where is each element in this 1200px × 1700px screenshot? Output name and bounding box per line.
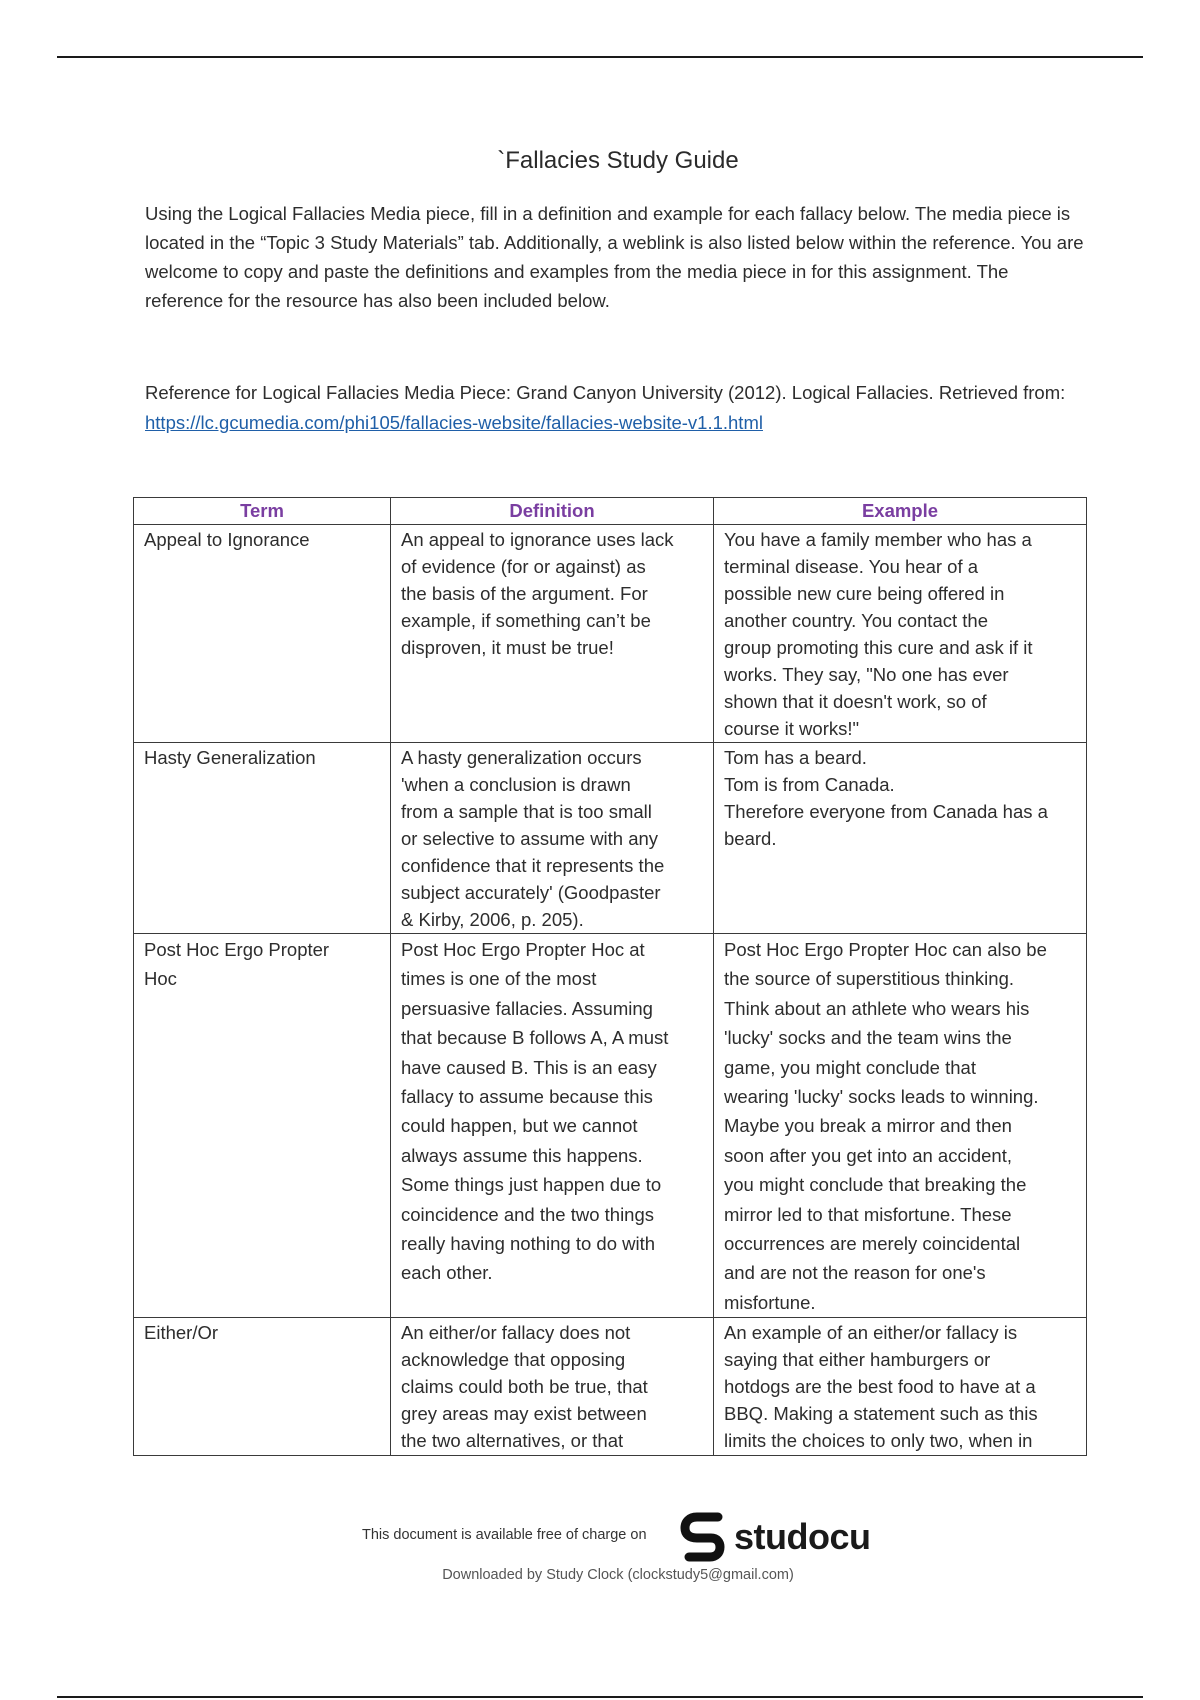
reference-link[interactable]: https://lc.gcumedia.com/phi105/fallacies-website/fallacies-website-v1.1.html (145, 412, 763, 433)
cell-line: Hasty Generalization (144, 747, 316, 768)
cell-line: Some things just happen due to (401, 1174, 662, 1196)
cell-line: really having nothing to do with (401, 1233, 656, 1255)
cell-line: another country. You contact the (724, 610, 988, 631)
cell-line: BBQ. Making a statement such as this (724, 1403, 1038, 1425)
definition-cell (391, 934, 714, 1318)
studocu-logo-icon (680, 1511, 728, 1563)
studocu-brand[interactable] (680, 1511, 871, 1563)
cell-line: & Kirby, 2006, p. 205). (401, 909, 584, 930)
reference-paragraph (145, 378, 1085, 438)
cell-line: soon after you get into an accident, (724, 1144, 1012, 1166)
cell-line: the two alternatives, or that (401, 1430, 624, 1452)
term-cell (134, 934, 391, 1318)
cell-line: course it works!" (724, 718, 860, 739)
cell-line: from a sample that is too small (401, 801, 652, 822)
cell-line: group promoting this cure and ask if it (724, 637, 1033, 658)
term-cell (134, 1318, 391, 1456)
example-cell (714, 525, 1087, 743)
cell-line: occurrences are merely coincidental (724, 1233, 1021, 1255)
term-cell (134, 525, 391, 743)
definition-cell (391, 743, 714, 934)
studocu-wordmark: studocu (734, 1516, 871, 1557)
definition-cell (391, 525, 714, 743)
cell-line: example, if something can’t be (401, 610, 651, 631)
cell-line: game, you might conclude that (724, 1056, 976, 1078)
cell-line: acknowledge that opposing (401, 1349, 626, 1371)
table-header-row (134, 498, 1087, 525)
cell-line: persuasive fallacies. Assuming (401, 997, 653, 1019)
header-definition: Definition (391, 498, 714, 525)
cell-line: fallacy to assume because this (401, 1086, 653, 1108)
cell-line: claims could both be true, that (401, 1376, 648, 1398)
example-cell (714, 743, 1087, 934)
cell-line: coincidence and the two things (401, 1203, 655, 1225)
cell-line: Tom has a beard. (724, 747, 867, 768)
cell-line: grey areas may exist between (401, 1403, 647, 1425)
cell-line: could happen, but we cannot (401, 1115, 638, 1137)
definition-cell (391, 1318, 714, 1456)
fallacies-table (133, 497, 1087, 1456)
cell-line: Hoc (144, 968, 177, 990)
cell-line: Appeal to Ignorance (144, 529, 310, 550)
cell-line: have caused B. This is an easy (401, 1056, 657, 1078)
cell-line: An appeal to ignorance uses lack (401, 529, 674, 550)
cell-line: confidence that it represents the (401, 855, 665, 876)
cell-line: you might conclude that breaking the (724, 1174, 1027, 1196)
cell-line: of evidence (for or against) as (401, 556, 646, 577)
availability-text: This document is available free of charge on (362, 1527, 647, 1543)
table-row (134, 525, 1087, 743)
cell-line: possible new cure being offered in (724, 583, 1005, 604)
cell-line: wearing 'lucky' socks leads to winning. (724, 1086, 1039, 1108)
table-row (134, 743, 1087, 934)
cell-line: hotdogs are the best food to have at a (724, 1376, 1036, 1398)
cell-line: 'when a conclusion is drawn (401, 774, 631, 795)
table-row (134, 1318, 1087, 1456)
cell-line: the basis of the argument. For (401, 583, 648, 604)
cell-line: that because B follows A, A must (401, 1027, 669, 1049)
cell-line: disproven, it must be true! (401, 637, 614, 658)
cell-line: terminal disease. You hear of a (724, 556, 979, 577)
cell-line: Post Hoc Ergo Propter (144, 939, 330, 960)
header-term: Term (134, 498, 391, 525)
cell-line: An example of an either/or fallacy is (724, 1322, 1018, 1344)
cell-line: You have a family member who has a (724, 529, 1032, 550)
cell-line: Post Hoc Ergo Propter Hoc at (401, 939, 645, 960)
example-cell (714, 934, 1087, 1318)
cell-line: times is one of the most (401, 968, 597, 990)
cell-line: Either/Or (144, 1322, 219, 1344)
intro-paragraph: Using the Logical Fallacies Media piece, fill in a definition and example for each fallacy below. The media piece is located in the “Topic 3 Study Materials” tab. Additionally, a weblink is also listed below within the reference. You are welcome to copy and paste the definitions and examples from the media piece in for this assignment. The reference for the resource has also been included below. (145, 203, 1084, 311)
cell-line: Therefore everyone from Canada has a (724, 801, 1048, 822)
bottom-rule (57, 1696, 1143, 1698)
cell-line: subject accurately' (Goodpaster (401, 882, 661, 903)
reference-text: Reference for Logical Fallacies Media Piece: Grand Canyon University (2012). Logical Fallacies. Retrieved from: (145, 382, 1066, 403)
table-row (134, 934, 1087, 1318)
cell-line: and are not the reason for one's (724, 1262, 986, 1284)
example-cell (714, 1318, 1087, 1456)
cell-line: limits the choices to only two, when in (724, 1430, 1033, 1452)
cell-line: Maybe you break a mirror and then (724, 1115, 1012, 1137)
cell-line: always assume this happens. (401, 1144, 643, 1166)
term-cell (134, 743, 391, 934)
cell-line: shown that it doesn't work, so of (724, 691, 987, 712)
top-rule (57, 56, 1143, 58)
cell-line: each other. (401, 1262, 493, 1284)
page-title: `Fallacies Study Guide (497, 147, 739, 174)
cell-line: A hasty generalization occurs (401, 747, 642, 768)
cell-line: Think about an athlete who wears his (724, 997, 1030, 1019)
cell-line: Tom is from Canada. (724, 774, 895, 795)
cell-line: or selective to assume with any (401, 828, 659, 849)
cell-line: Post Hoc Ergo Propter Hoc can also be (724, 939, 1047, 960)
cell-line: the source of superstitious thinking. (724, 968, 1014, 990)
cell-line: An either/or fallacy does not (401, 1322, 631, 1344)
header-example: Example (714, 498, 1087, 525)
cell-line: misfortune. (724, 1291, 816, 1313)
cell-line: saying that either hamburgers or (724, 1349, 991, 1371)
cell-line: beard. (724, 828, 777, 849)
cell-line: 'lucky' socks and the team wins the (724, 1027, 1012, 1049)
cell-line: mirror led to that misfortune. These (724, 1203, 1012, 1225)
cell-line: works. They say, "No one has ever (724, 664, 1009, 685)
downloaded-by-text: Downloaded by Study Clock (clockstudy5@gmail.com) (442, 1567, 794, 1583)
